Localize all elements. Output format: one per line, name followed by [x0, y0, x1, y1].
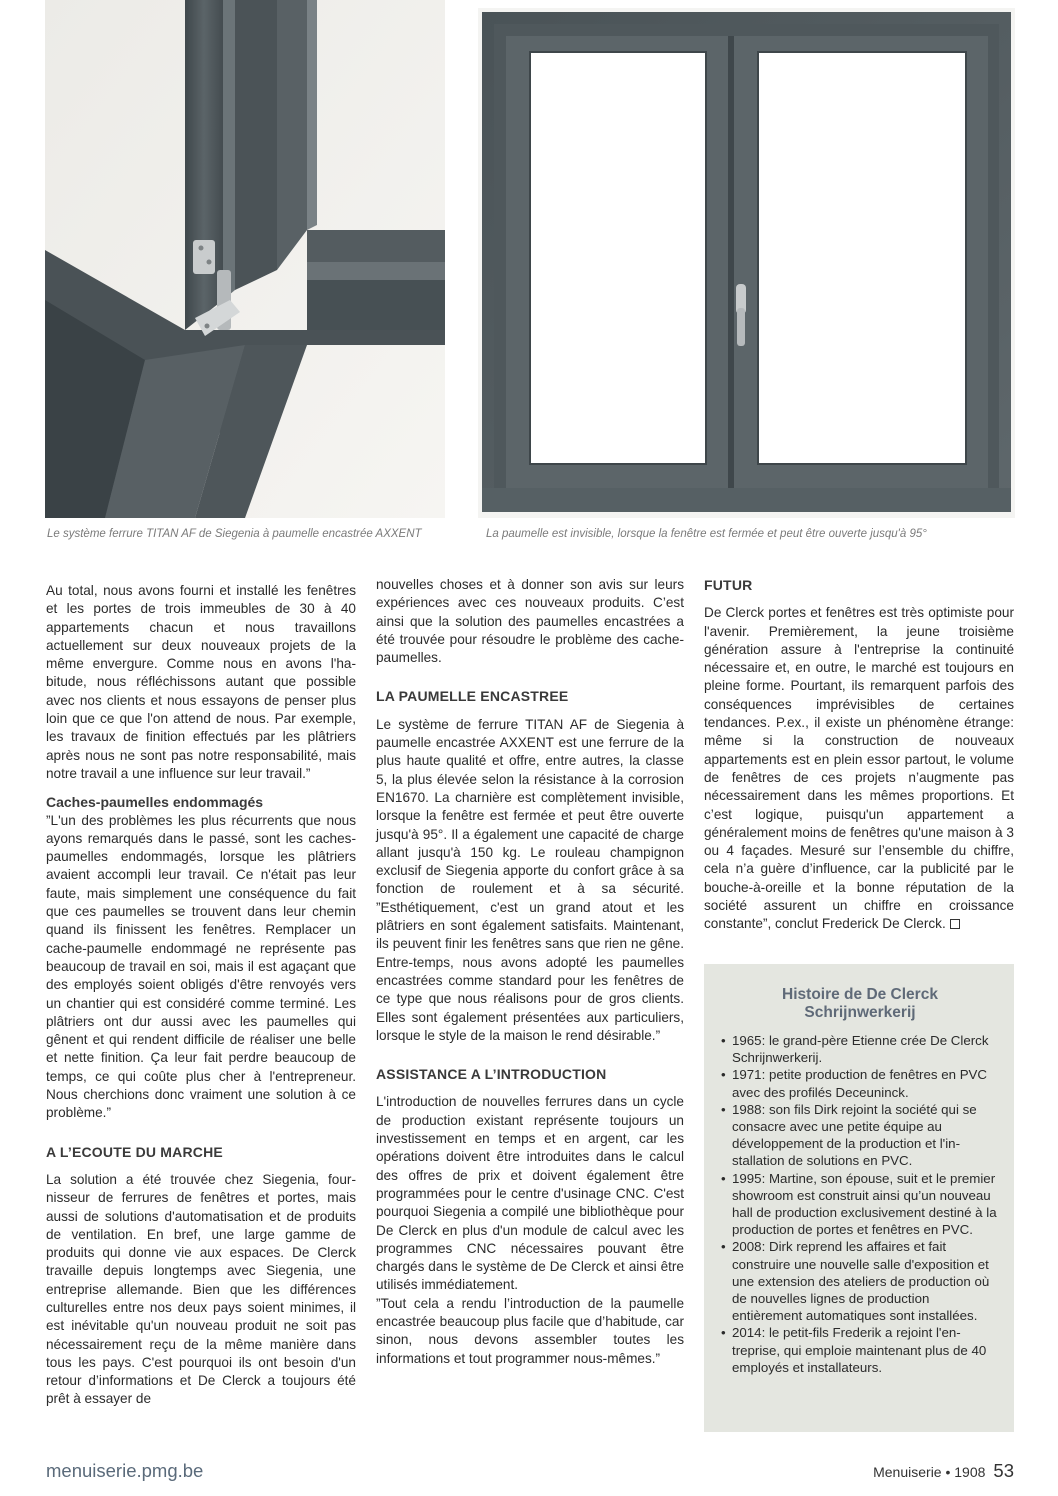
- history-sidebar: [704, 964, 1014, 1432]
- list-item: • 1995: Martine, son épouse, suit et le premier showroom est construit ainsi qu’un nouveau hall de production exclusivement destiné à la production de portes et fenêtres en PVC.: [720, 1170, 1000, 1239]
- paragraph: ”Tout cela a rendu l’introduction de la paumelle encastrée beaucoup plus facile que d’habitude, car sinon, nous devons assembler toutes les informations et tout programmer nous-mêmes.”: [376, 1295, 684, 1366]
- list-item: • 1965: le grand-père Etienne crée De Clerck Schrijnwerkerij.: [720, 1032, 1000, 1066]
- magazine-issue: Menuiserie • 1908: [873, 1464, 986, 1480]
- paragraph: La solution a été trouvée chez Siegenia, fournisseur de ferrures de fenêtres et portes, mais aussi de solutions d'automatisation et de produits de ventilation. En bref, une large gamme de produits qui donne vie aux espaces. De Clerck travaille depuis longtemps avec Siegenia, une entreprise allemande. Bien que les différences culturelles entre nos deux pays soient minimes, il est inévitable qu'un nouveau produit ne soit pas nécessairement reçu de la même manière dans tous les pays. C'est pourquoi ils ont besoin d'un retour d’informations et De Clerck a toujours été prêt à essayer de: [46, 1171, 356, 1407]
- list-item: • 1988: son fils Dirk rejoint la société qui se consacre avec une petite équipe au développement de la production et l'installation de solutions en PVC.: [720, 1101, 1000, 1170]
- paragraph: Au total, nous avons fourni et installé les fenêtres et les portes de trois immeubles de 30 à 40 appartements chacun et nous travaillons actuellement sur deux nouveaux projets de la même envergure. Comme nous en avons l'habitude, nous réfléchissons autant que possible avec nos clients et nous essayons de penser plus loin que ce que l'on attend de nous. Par exemple, les travaux de finition effectués par les plâtriers après nous ne sont pas notre responsabilité, mais notre travail a une influence sur leur travail.”: [46, 583, 356, 781]
- list-item: • 1971: petite production de fenêtres en PVC avec des profilés Deceuninck.: [720, 1066, 1000, 1100]
- history-title: [720, 986, 1000, 1022]
- list-item: • 2008: Dirk reprend les affaires et fait construire une nouvelle salle d'exposition et une extension des ateliers de production où de nouvelles lignes de production entièrement automatiques sont installées.: [720, 1238, 1000, 1324]
- paragraph: ”L'un des problèmes les plus récurrents que nous ayons remarqués dans le passé, sont les caches-paumelles endommagés, lorsque les plâtriers avaient accompli leur travail. Ce n'était pas leur faute, mais simplement une conséquence du fait que ces paumelles se trouvent dans leur chemin quand ils finissent les fenêtres. Remplacer un cache-paumelle endommagé ne représente pas beaucoup de travail en soi, mais il est agaçant que des employés soient obligés d'être renvoyés vers un chantier qui est considéré comme terminé. Les plâtriers ont dur aussi avec les paumelles qui gênent et qui rendent difficile de réaliser une belle et nette finition. Ça leur fait perdre beaucoup de temps, ce qui coûte plus cher à l'entrepreneur. Nous cherchions donc vraiment une solution à ce problème.”: [46, 812, 356, 1121]
- paragraph-with-end-mark: [704, 604, 1014, 933]
- website-link[interactable]: menuiserie.pmg.be: [46, 1460, 204, 1481]
- hinge-detail-photo: [45, 0, 445, 518]
- article-column-3: [704, 576, 1014, 934]
- article-column-2: [376, 576, 684, 1368]
- page-footer: [873, 1460, 1014, 1482]
- section-heading: FUTUR: [704, 577, 753, 593]
- section-heading: LA PAUMELLE ENCASTREE: [376, 688, 569, 705]
- paragraph: De Clerck portes et fenêtres est très optimiste pour l'avenir. Premièrement, la jeune troisième génération assure à l'entreprise la continuité nécessaire et, en outre, le marché est toujours en pleine forme. Pourtant, ils remarquent parfois des conséquences imprévisibles de certaines tendances. P.ex., il existe un phénomène étrange: même si la construction de nouveaux appartements est en plein essor partout, le volume de fenêtres de ces projets n’augmente pas nécessairement dans les mêmes proportions. Et c’est logique, puisqu'un appartement a généralement moins de fenêtres qu'une maison à 3 ou 4 façades. Mesuré sur l’ensemble du chiffre, cela n’a guère d’influence, car la publicité par le bouche-à-oreille et la bonne réputation de la société assurent un chiffre en croissance constante”, conclut Frederick De Clerck.: [704, 605, 1014, 932]
- page-number: 53: [993, 1460, 1014, 1481]
- history-title-line: Histoire de De Clerck: [782, 986, 938, 1003]
- window-photo: [478, 8, 1015, 518]
- history-title-line: Schrijnwerkerij: [804, 1004, 916, 1021]
- section-heading: A L’ECOUTE DU MARCHE: [46, 1143, 223, 1160]
- paragraph: L'introduction de nouvelles ferrures dans un cycle de production existant représente toujours un investissement en temps et en argent, car les opérations doivent être introduites dans le calcul des offres de prix et doivent également être programmées pour le centre d'usinage CNC. C'est pourquoi Siegenia a compilé une bibliothèque pour De Clerck en plus d'un module de calcul avec les programmes CNC nécessaires pouvant être chargés dans le système de De Clerck et ainsi être utilisés immédiatement.: [376, 1094, 684, 1293]
- photo-caption-right: La paumelle est invisible, lorsque la fenêtre est fermée et peut être ouverte jusqu'à 95°: [486, 528, 927, 540]
- article-column-1: [46, 582, 356, 1409]
- photo-caption-left: Le système ferrure TITAN AF de Siegenia à paumelle encastrée AXXENT: [47, 528, 422, 540]
- paragraph: nouvelles choses et à donner son avis sur leurs expériences avec ces nouveaux produits. C’est ainsi que la solution des paumelles encastrées a été trouvée pour résoudre le problème des cache-paumelles.: [376, 577, 684, 666]
- list-item: • 2014: le petit-fils Frederik a rejoint l'entreprise, qui emploie maintenant plus de 40 employés et installateurs.: [720, 1324, 1000, 1376]
- end-of-article-square-icon: [950, 919, 960, 929]
- section-heading: ASSISTANCE A L’INTRODUCTION: [376, 1066, 607, 1083]
- paragraph: Le système de ferrure TITAN AF de Siegenia à paumelle encastrée AXXENT est une ferrure de la plus haute qualité et offre, entre autres, la classe 5, la plus élevée selon la résistance à la corrosion EN1670. La charnière est complètement invisible, lorsque la fenêtre est fermée et peut être ouverte jusqu'à 95°. Il a également une capacité de charge allant jusqu'à 150 kg. Le rouleau champignon exclusif de Siegenia apporte du confort grâce à sa fonction de roulement et à sa sécurité. ”Esthétiquement, c'est un grand atout et les plâtriers en sont également satisfaits. Maintenant, ils peuvent finir les fenêtres sans que rien ne gêne. Entre-temps, nous avons adopté les paumelles encastrées comme standard pour les fenêtres de ce type que nous réalisons pour de gros clients. Elles sont également présentées aux particuliers, lorsque le style de la maison le rend désirable.”: [376, 716, 684, 1043]
- history-list: [720, 1032, 1000, 1376]
- subheading: Caches-paumelles endommagés: [46, 794, 264, 811]
